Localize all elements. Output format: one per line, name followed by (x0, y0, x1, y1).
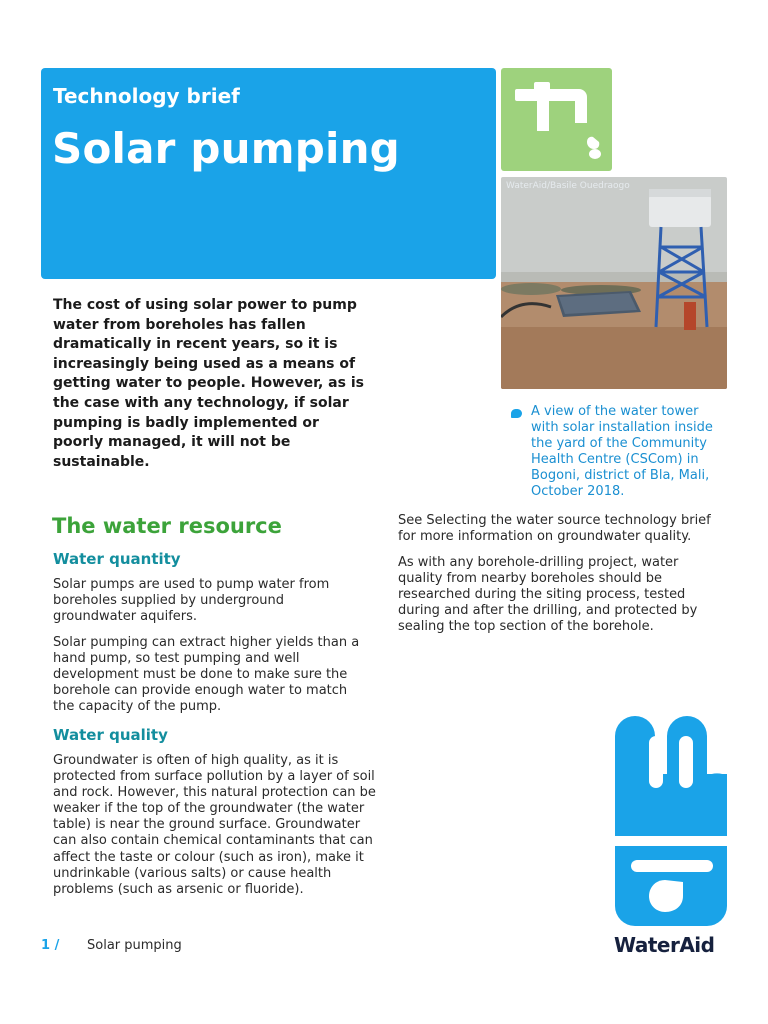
paragraph-quantity-2: Solar pumping can extract higher yields than a hand pump, so test pumping and well development must be done to make sure the borehole can provide enough water to match the capacity of the pump. (53, 635, 360, 715)
document-type-label: Technology brief (53, 84, 240, 108)
subheading-water-quality: Water quality (53, 726, 168, 744)
section-heading: The water resource (52, 514, 282, 538)
photo-credit: WaterAid/Basile Ouedraogo (506, 181, 630, 191)
paragraph-quality: Groundwater is often of high quality, as it is protected from surface pollution by a layer of soil and rock. However, this natural protection can be weaker if the top of the groundwater (the water table) is near the ground surface. Groundwater can also contain chemical contaminants that can affect the taste or colour (such as iron), make it undrinkable (various salts) or cause health problems (such as arsenic or fluoride). (53, 753, 376, 897)
wateraid-wordmark: WaterAid (614, 933, 715, 957)
caption-bullet-icon (511, 409, 522, 418)
paragraph-see-also: See Selecting the water source technology brief for more information on groundwater quality. (398, 513, 711, 545)
page-number: 1 / (41, 938, 60, 953)
paragraph-quantity-1: Solar pumps are used to pump water from boreholes supplied by underground groundwater aquifers. (53, 577, 330, 625)
photo-water-tower (501, 177, 727, 389)
photo-caption: A view of the water tower with solar installation inside the yard of the Community Health Centre (CSCom) in Bogoni, district of Bla, Mali, October 2018. (531, 404, 713, 499)
subheading-water-quantity: Water quantity (53, 550, 181, 568)
paragraph-borehole-drilling: As with any borehole-drilling project, water quality from nearby boreholes should be researched during the siting process, tested during and after the drilling, and protected by sealing the top section of the borehole. (398, 555, 698, 635)
wateraid-logo-icon (615, 716, 727, 928)
page-title: Solar pumping (52, 124, 400, 173)
intro-paragraph: The cost of using solar power to pump water from boreholes has fallen dramatically in recent years, so it is increasingly being used as a means of getting water to people. However, as is the case with any technology, if solar pumping is badly implemented or poorly managed, it will not be sustainable. (53, 297, 364, 470)
footer-title: Solar pumping (87, 938, 182, 953)
water-tap-icon (501, 68, 612, 171)
